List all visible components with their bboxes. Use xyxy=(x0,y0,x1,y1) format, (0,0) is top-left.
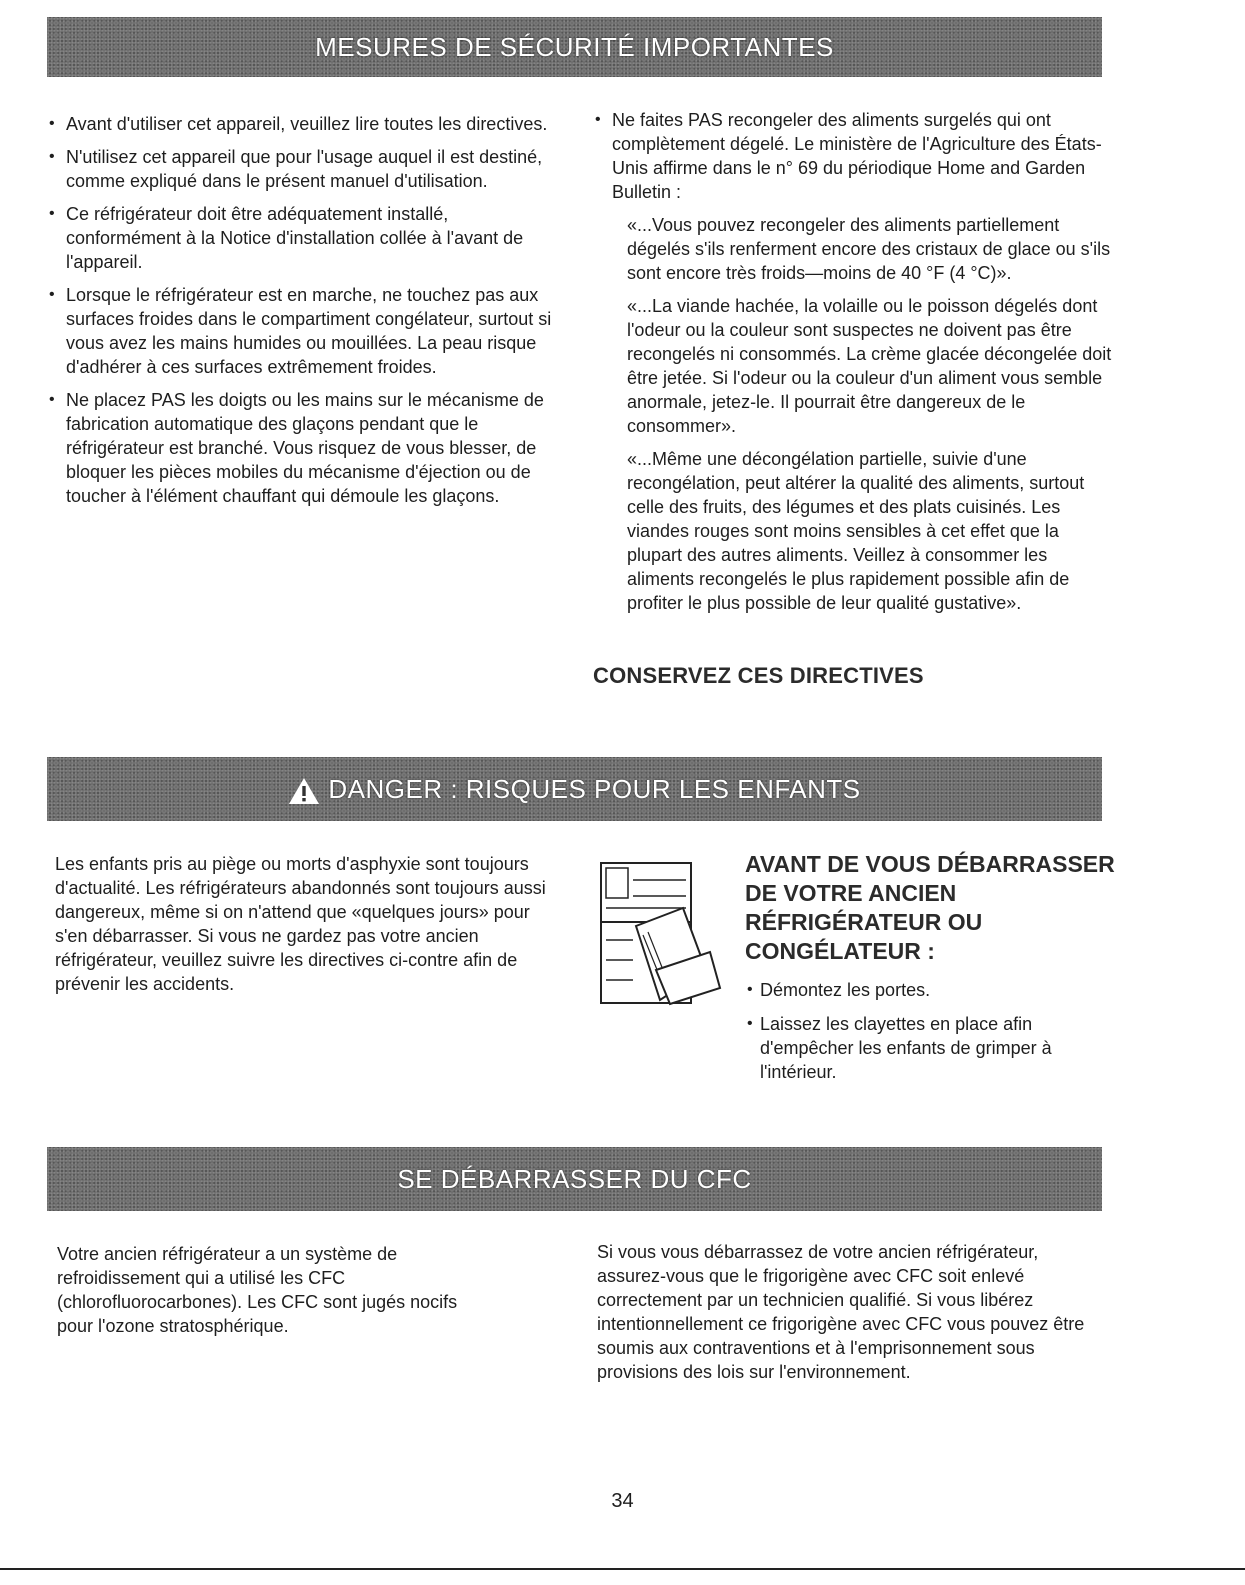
danger-banner xyxy=(47,757,1102,821)
list-item: • Ne placez PAS les doigts ou les mains sur le mécanisme de fabrication automatique des glaçons pendant que le réfrigérateur est branché. Vous risquez de vous blesser, de bloquer les pièces mobiles du mécanisme d'éjection ou de toucher à l'élément chauffant qui démoule les glaçons. xyxy=(47,388,562,508)
save-directives-heading: CONSERVEZ CES DIRECTIVES xyxy=(593,663,924,688)
safety-left-list xyxy=(47,112,562,508)
cfc-banner-title: SE DÉBARRASSER DU CFC xyxy=(397,1163,752,1194)
disposal-heading: AVANT DE VOUS DÉBARRASSER DE VOTRE ANCIEN RÉFRIGÉRATEUR OU CONGÉLATEUR : xyxy=(745,851,1115,964)
safety-banner xyxy=(47,17,1102,77)
list-item: • Ce réfrigérateur doit être adéquatement installé, conformément à la Notice d'installation collée à l'avant de l'appareil. xyxy=(47,202,562,274)
cfc-banner xyxy=(47,1147,1102,1211)
quote-2: «...La viande hachée, la volaille ou le poisson dégelés dont l'odeur ou la couleur sont suspectes ne doivent pas être recongelés ni consommés. La crème glacée décongelée doit être jetée. Si l'odeur ou la couleur d'un aliment vous semble anormale, jetez-le. Il pourrait être dangereux de le consommer». xyxy=(627,296,1112,436)
list-item: • Avant d'utiliser cet appareil, veuillez lire toutes les directives. xyxy=(47,112,562,136)
list-item: • Laissez les clayettes en place afin d'empêcher les enfants de grimper à l'intérieur. xyxy=(745,1012,1115,1084)
quote-1: «...Vous pouvez recongeler des aliments partiellement dégelés s'ils renferment encore des cristaux de glace ou s'ils sont encore très froids—moins de 40 °F (4 °C)». xyxy=(627,215,1111,283)
danger-paragraph: Les enfants pris au piège ou morts d'asphyxie sont toujours d'actualité. Les réfrigérateurs abandonnés sont toujours aussi dangereux, même si on n'attend que «quelques jours» pour s'en débarrasser. Si vous ne gardez pas votre ancien réfrigérateur, veuillez suivre les directives ci-contre afin de prévenir les accidents. xyxy=(55,854,546,994)
bottom-divider xyxy=(0,1568,1245,1570)
warning-icon xyxy=(288,776,320,806)
list-item: • Lorsque le réfrigérateur est en marche, ne touchez pas aux surfaces froides dans le compartiment congélateur, surtout si vous avez les mains humides ou mouillées. La peau risque d'adhérer à ces surfaces extrêmement froides. xyxy=(47,283,562,379)
safety-right-column xyxy=(593,108,1113,624)
cfc-right-paragraph: Si vous vous débarrassez de votre ancien réfrigérateur, assurez-vous que le frigorigène avec CFC soit enlevé correctement par un technicien qualifié. Si vous libérez intentionnellement ce frigorigène avec CFC vous pouvez être soumis aux contraventions et à l'emprisonnement sous provisions des lois sur l'environnement. xyxy=(597,1242,1085,1382)
disposal-instructions xyxy=(745,850,1115,1094)
safety-right-list xyxy=(593,108,1113,615)
danger-banner-title: DANGER : RISQUES POUR LES ENFANTS xyxy=(328,773,861,804)
page-number: 34 xyxy=(611,1490,634,1512)
list-item xyxy=(593,108,1113,615)
safety-left-column xyxy=(47,112,562,517)
safety-banner-title: MESURES DE SÉCURITÉ IMPORTANTES xyxy=(315,31,834,62)
list-item: • N'utilisez cet appareil que pour l'usage auquel il est destiné, comme expliqué dans le présent manuel d'utilisation. xyxy=(47,145,562,193)
list-item: • Démontez les portes. xyxy=(745,978,1115,1002)
refreeze-warning: Ne faites PAS recongeler des aliments surgelés qui ont complètement dégelé. Le ministère de l'Agriculture des États-Unis affirme dans le n° 69 du périodique Home and Garden Bulletin : xyxy=(612,110,1102,202)
cfc-left-paragraph: Votre ancien réfrigérateur a un système de refroidissement qui a utilisé les CFC (chlorofluorocarbones). Les CFC sont jugés nocifs pour l'ozone stratosphérique. xyxy=(57,1244,458,1336)
quote-3: «...Même une décongélation partielle, suivie d'une recongélation, peut altérer la qualité des aliments, surtout celle des fruits, des légumes et des plats cuisinés. Les viandes rouges sont moins sensibles à cet effet que la plupart des autres aliments. Veillez à consommer les aliments recongelés le plus rapidement possible afin de profiter le plus possible de leur qualité gustative». xyxy=(627,449,1085,613)
disposal-list xyxy=(745,978,1115,1084)
refrigerator-illustration xyxy=(598,860,723,1010)
